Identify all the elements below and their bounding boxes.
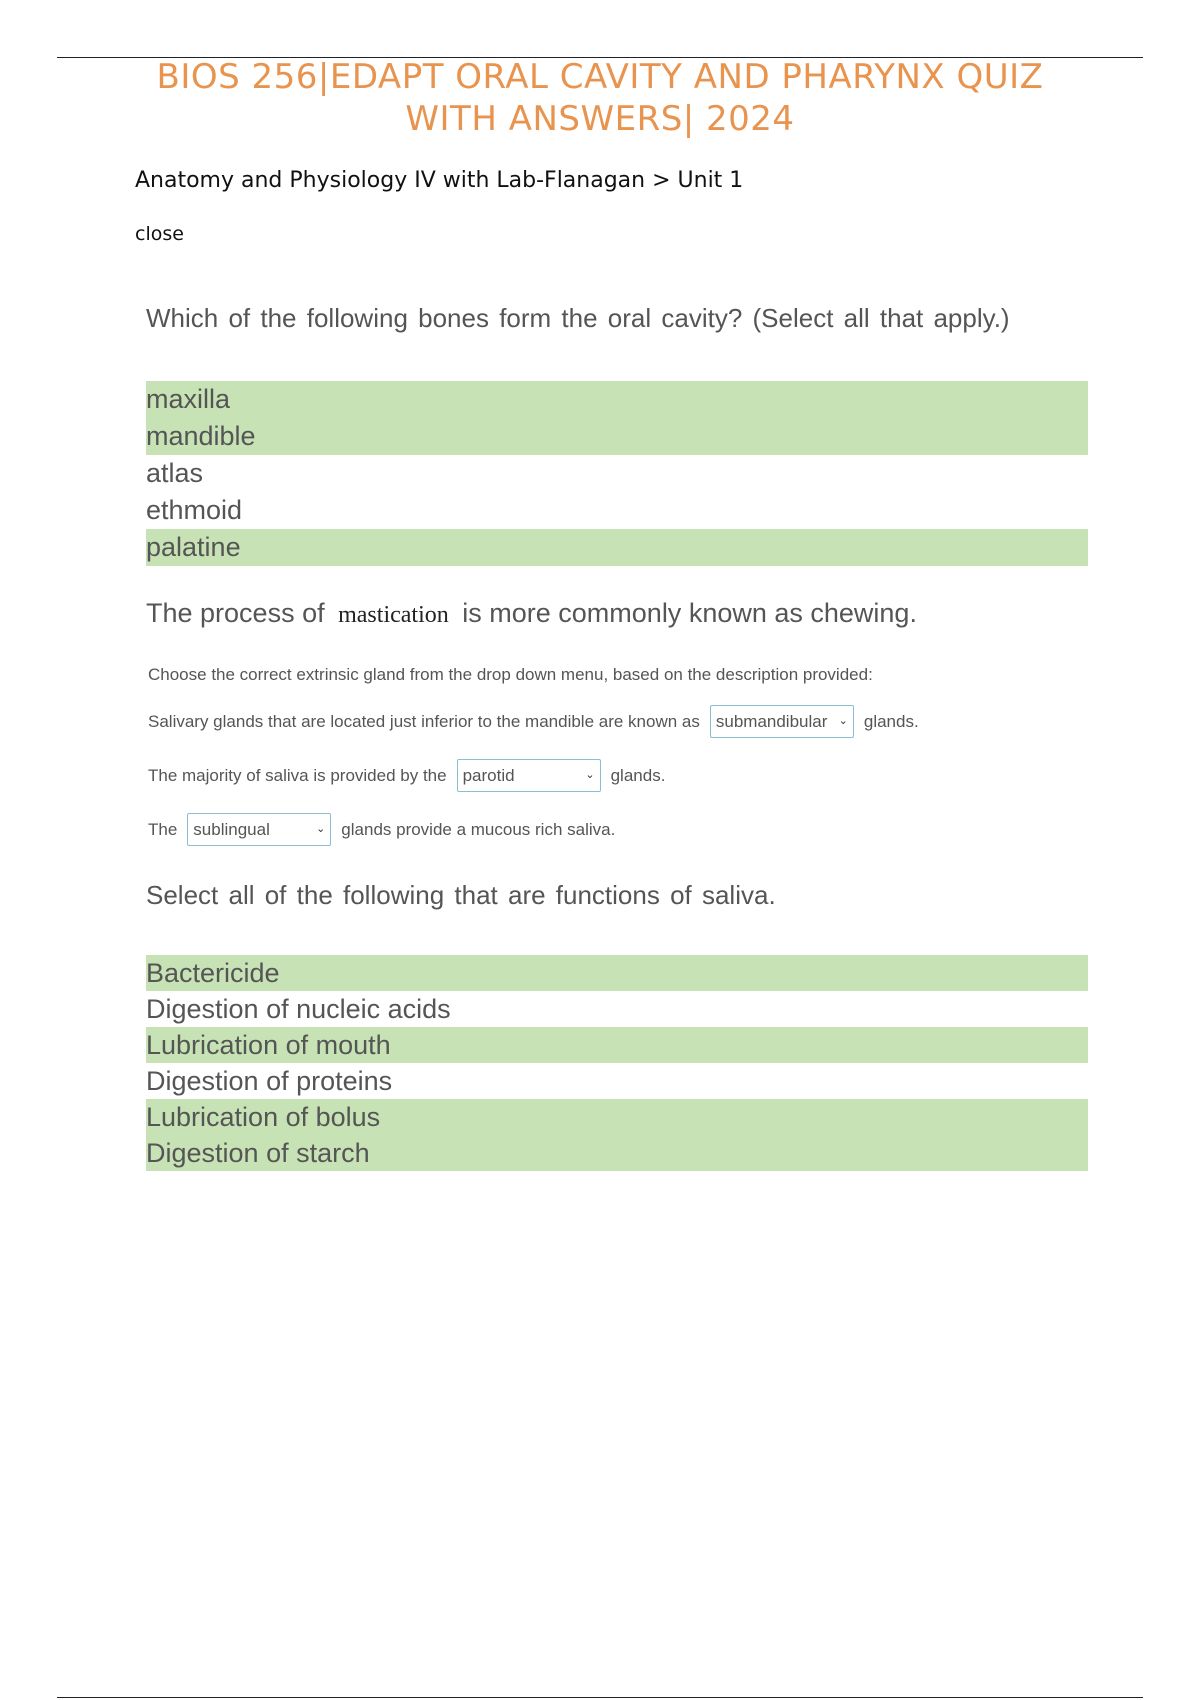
question-2-suffix: is more commonly known as chewing.	[462, 598, 917, 628]
sublingual-select-value: sublingual	[193, 820, 270, 839]
gland-line-1-before: Salivary glands that are located just inferior to the mandible are known as	[148, 711, 700, 731]
option-digestion-starch[interactable]: Digestion of starch	[146, 1135, 1088, 1171]
question-4-options	[146, 955, 1088, 1171]
parotid-select[interactable]	[457, 759, 601, 792]
breadcrumb[interactable]: Anatomy and Physiology IV with Lab-Flanagan > Unit 1	[135, 168, 744, 193]
question-2-term: mastication	[338, 602, 449, 628]
submandibular-select-value: submandibular	[715, 712, 828, 731]
option-ethmoid[interactable]: ethmoid	[146, 495, 243, 525]
question-2-prefix: The process of	[146, 598, 325, 628]
option-lubrication-mouth[interactable]: Lubrication of mouth	[146, 1027, 1088, 1063]
sublingual-select[interactable]	[187, 813, 331, 846]
gland-line-2	[148, 759, 665, 792]
bottom-rule	[57, 1697, 1143, 1698]
chevron-down-icon: ⌄	[585, 769, 595, 781]
question-1-options	[146, 381, 1088, 566]
gland-line-3-after: glands provide a mucous rich saliva.	[341, 819, 616, 839]
parotid-select-value: parotid	[462, 766, 515, 785]
option-bactericide[interactable]: Bactericide	[146, 955, 1088, 991]
option-atlas[interactable]: atlas	[146, 458, 204, 488]
option-palatine[interactable]: palatine	[146, 529, 1088, 566]
gland-line-1	[148, 705, 919, 738]
gland-line-3-before: The	[148, 819, 178, 839]
document-title	[57, 56, 1143, 140]
gland-line-2-after: glands.	[610, 765, 666, 785]
option-digestion-proteins[interactable]: Digestion of proteins	[146, 1066, 393, 1096]
gland-line-1-after: glands.	[863, 711, 919, 731]
question-1-prompt: Which of the following bones form the oral cavity? (Select all that apply.)	[146, 303, 1010, 333]
option-maxilla[interactable]: maxilla	[146, 381, 1088, 418]
question-2-sentence	[146, 598, 917, 629]
gland-line-2-before: The majority of saliva is provided by the	[148, 765, 447, 785]
option-digestion-nucleic-acids[interactable]: Digestion of nucleic acids	[146, 994, 451, 1024]
option-lubrication-bolus[interactable]: Lubrication of bolus	[146, 1099, 1088, 1135]
chevron-down-icon: ⌄	[838, 715, 848, 727]
title-line-2: WITH ANSWERS| 2024	[405, 99, 795, 139]
question-3-instruction: Choose the correct extrinsic gland from the drop down menu, based on the description provided:	[148, 665, 873, 684]
submandibular-select[interactable]	[710, 705, 854, 738]
gland-line-3	[148, 813, 615, 846]
title-line-1: BIOS 256|EDAPT ORAL CAVITY AND PHARYNX QUIZ	[156, 57, 1044, 97]
chevron-down-icon: ⌄	[316, 823, 326, 835]
question-4-prompt: Select all of the following that are functions of saliva.	[146, 880, 776, 910]
close-link[interactable]: close	[135, 223, 184, 245]
option-mandible[interactable]: mandible	[146, 418, 1088, 455]
